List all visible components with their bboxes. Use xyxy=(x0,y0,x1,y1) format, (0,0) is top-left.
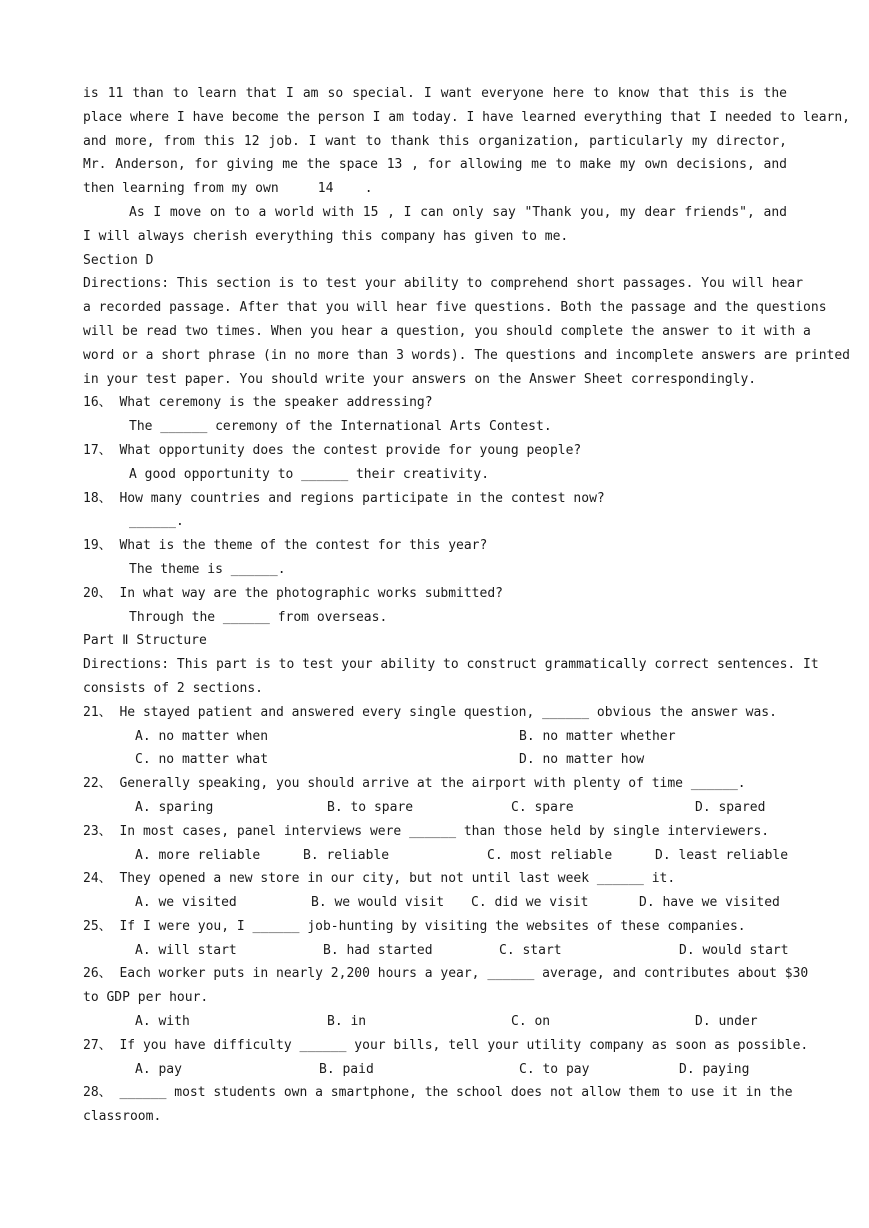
directions-line: word or a short phrase (in no more than 3 words). The questions and incomplete answers are printed xyxy=(83,347,851,363)
question-28-cont: classroom. xyxy=(83,1109,162,1125)
part2-questions xyxy=(83,701,809,1129)
passage-line: then learning from my own 14 . xyxy=(83,181,373,197)
passage-line: place where I have become the person I am today. I have learned everything that I needed to learn, xyxy=(83,109,851,125)
options-21-cd xyxy=(83,748,787,772)
directions-line: Directions: This part is to test your ability to construct grammatically correct sentences. It xyxy=(83,657,819,673)
option-a: A. no matter when xyxy=(135,728,269,744)
question-26-cont: to GDP per hour. xyxy=(83,990,209,1006)
passage-line: and more, from this 12 job. I want to thank this organization, particularly my director, xyxy=(83,133,787,149)
option-d: D. have we visited xyxy=(639,895,780,911)
option-d: D. would start xyxy=(679,942,789,958)
option-d: D. paying xyxy=(679,1061,750,1077)
question-19: 19、 What is the theme of the contest for this year? xyxy=(83,538,488,554)
option-a: A. sparing xyxy=(135,799,214,815)
option-c: C. spare xyxy=(511,799,574,815)
options-27 xyxy=(83,1058,787,1082)
directions-line: a recorded passage. After that you will hear five questions. Both the passage and the questions xyxy=(83,300,827,316)
options-21 xyxy=(83,725,787,749)
options-23 xyxy=(83,844,787,868)
directions-line: consists of 2 sections. xyxy=(83,680,264,696)
passage-line: is 11 than to learn that I am so special. I want everyone here to know that this is the xyxy=(83,86,787,101)
options-26 xyxy=(83,1010,787,1034)
option-c: C. on xyxy=(511,1014,551,1030)
options-24 xyxy=(83,891,787,915)
option-c: C. to pay xyxy=(519,1061,590,1077)
option-d: D. under xyxy=(695,1014,758,1030)
directions-line: in your test paper. You should write your answers on the Answer Sheet correspondingly. xyxy=(83,371,757,387)
directions-line: Directions: This section is to test your ability to comprehend short passages. You will hear xyxy=(83,276,804,292)
question-21: 21、 He stayed patient and answered every single question, ______ obvious the answer was. xyxy=(83,704,777,720)
section-d-questions xyxy=(83,391,787,629)
option-b: B. reliable xyxy=(303,847,390,863)
option-b: B. in xyxy=(327,1014,367,1030)
part2-title: Part Ⅱ Structure xyxy=(83,633,207,649)
question-23: 23、 In most cases, panel interviews were ______ than those held by single interviewers. xyxy=(83,823,770,839)
option-c: C. start xyxy=(499,942,562,958)
part2-directions xyxy=(83,653,819,701)
option-b: B. we would visit xyxy=(311,895,445,911)
options-25 xyxy=(83,939,787,963)
question-16: 16、 What ceremony is the speaker addressing? xyxy=(83,395,433,411)
option-c: C. no matter what xyxy=(135,752,269,768)
section-d-title: Section D xyxy=(83,252,154,268)
answer-line-20: Through the ______ from overseas. xyxy=(129,609,388,625)
options-22 xyxy=(83,796,787,820)
passage-line: I will always cherish everything this company has given to me. xyxy=(83,228,569,244)
answer-line-18: ______. xyxy=(129,514,184,530)
option-b: B. had started xyxy=(323,942,433,958)
option-a: A. with xyxy=(135,1014,190,1030)
option-d: D. spared xyxy=(695,799,766,815)
option-a: A. will start xyxy=(135,942,237,958)
section-d-directions xyxy=(83,272,851,391)
passage-line: Mr. Anderson, for giving me the space 13 , for allowing me to make my own decisions, and xyxy=(83,157,787,173)
option-b: B. paid xyxy=(319,1061,374,1077)
passage-line: As I move on to a world with 15 , I can only say "Thank you, my dear friends", and xyxy=(129,204,787,220)
option-b: B. no matter whether xyxy=(519,728,676,744)
question-22: 22、 Generally speaking, you should arrive at the airport with plenty of time ______. xyxy=(83,776,746,792)
exam-page xyxy=(83,82,851,1129)
option-d: D. no matter how xyxy=(519,752,645,768)
question-18: 18、 How many countries and regions participate in the contest now? xyxy=(83,490,605,506)
answer-line-16: The ______ ceremony of the International Arts Contest. xyxy=(129,419,552,435)
answer-line-17: A good opportunity to ______ their creativity. xyxy=(129,466,490,482)
option-d: D. least reliable xyxy=(655,847,789,863)
answer-line-19: The theme is ______. xyxy=(129,561,286,577)
option-c: C. most reliable xyxy=(487,847,613,863)
question-28: 28、 ______ most students own a smartphone, the school does not allow them to use it in the xyxy=(83,1085,793,1101)
question-20: 20、 In what way are the photographic works submitted? xyxy=(83,585,503,601)
option-a: A. we visited xyxy=(135,895,237,911)
option-c: C. did we visit xyxy=(471,895,589,911)
option-b: B. to spare xyxy=(327,799,414,815)
question-26: 26、 Each worker puts in nearly 2,200 hours a year, ______ average, and contributes about $30 xyxy=(83,966,809,982)
directions-line: will be read two times. When you hear a question, you should complete the answer to it with a xyxy=(83,323,811,339)
question-25: 25、 If I were you, I ______ job-hunting by visiting the websites of these companies. xyxy=(83,918,746,934)
question-27: 27、 If you have difficulty ______ your bills, tell your utility company as soon as possible. xyxy=(83,1037,809,1053)
option-a: A. pay xyxy=(135,1061,182,1077)
option-a: A. more reliable xyxy=(135,847,261,863)
question-24: 24、 They opened a new store in our city, but not until last week ______ it. xyxy=(83,871,676,887)
passage-continuation xyxy=(83,82,851,249)
question-17: 17、 What opportunity does the contest provide for young people? xyxy=(83,442,582,458)
